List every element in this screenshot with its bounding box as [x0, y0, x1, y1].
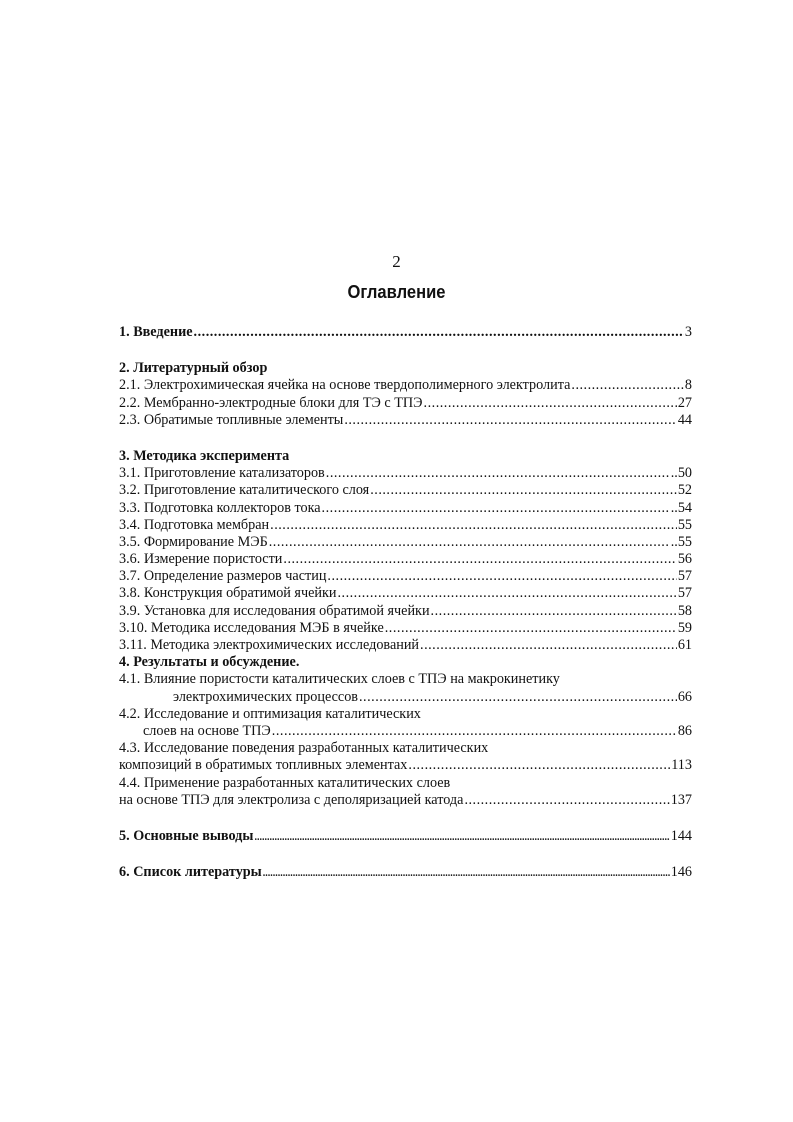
toc-entry-page: 55: [677, 516, 692, 533]
dot-leader: [337, 585, 676, 602]
toc-entry-title: 3.10. Методика исследования МЭБ в ячейке: [119, 619, 384, 636]
toc-entry[interactable]: [119, 534, 692, 551]
toc-entry-page: 113: [671, 757, 692, 774]
toc-entry-title: слоев на основе ТПЭ: [143, 722, 271, 739]
toc-entry-page: 44: [677, 411, 692, 428]
toc-entry[interactable]: [119, 689, 692, 706]
toc-entry-page: ..54: [670, 499, 692, 516]
toc-entry-title: 3.3. Подготовка коллекторов тока: [119, 499, 321, 516]
dot-leader: [571, 377, 684, 394]
dot-leader: [272, 723, 677, 740]
toc-entry[interactable]: [119, 551, 692, 568]
toc-entry[interactable]: [119, 637, 692, 654]
dot-leader: [424, 395, 677, 412]
dot-leader: [420, 637, 677, 654]
toc-entry-page: 52: [677, 482, 692, 499]
dot-leader: [269, 534, 670, 551]
toc-entry-page: 27: [677, 394, 692, 411]
toc-entry[interactable]: [119, 603, 692, 620]
toc-entry-page: ..50: [670, 465, 692, 482]
dot-leader: [270, 517, 677, 534]
toc-entry[interactable]: [119, 412, 692, 429]
dot-leader: [326, 465, 670, 482]
toc-entry-line[interactable]: 4.2. Исследование и оптимизация каталитических: [119, 705, 421, 722]
toc-entry[interactable]: [119, 723, 692, 740]
toc-entry-title: электрохимических процессов: [173, 688, 358, 705]
toc-entry-title: 3.2. Приготовление каталитического слоя: [119, 482, 370, 499]
toc-entry-line[interactable]: 4.1. Влияние пористости каталитических слоев с ТПЭ на макрокинетику: [119, 671, 560, 688]
toc-entry-references[interactable]: [119, 864, 692, 881]
toc-entry-title: 6. Список литературы: [119, 864, 262, 881]
dot-leader: [370, 482, 677, 499]
toc-entry-introduction[interactable]: [119, 324, 692, 341]
dot-leader: [408, 757, 670, 774]
dot-leader: [359, 689, 677, 706]
toc-entry-line[interactable]: 4.4. Применение разработанных каталитических слоев: [119, 774, 451, 791]
toc-entry[interactable]: [119, 377, 692, 394]
dot-leader: [344, 412, 677, 429]
toc-entry-title: 3.7. Определение размеров частиц: [119, 568, 327, 585]
toc-entry[interactable]: [119, 500, 692, 517]
toc-entry-page: 8: [684, 377, 692, 394]
toc-entry-title: 3.9. Установка для исследования обратимой ячейки: [119, 602, 430, 619]
toc-entry-page: 59: [677, 619, 692, 636]
toc-entry-title: 2.3. Обратимые топливные элементы: [119, 411, 344, 428]
dot-leader: [254, 829, 669, 846]
toc-entry[interactable]: [119, 395, 692, 412]
dot-leader: [464, 792, 669, 809]
section-heading-results: 4. Результаты и обсуждение.: [119, 654, 300, 671]
dot-leader: [327, 568, 676, 585]
toc-entry-title: 1. Введение: [119, 324, 193, 340]
toc-entry-title: композиций в обратимых топливных элементах: [119, 757, 408, 774]
toc-entry[interactable]: [119, 620, 692, 637]
section-heading-literature-review: 2. Литературный обзор: [119, 360, 268, 377]
dot-leader: [322, 500, 670, 517]
toc-entry[interactable]: [119, 517, 692, 534]
toc-entry-title: 3.1. Приготовление катализаторов: [119, 465, 325, 482]
toc-entry-page: 137: [670, 791, 692, 808]
toc-title: Оглавление: [347, 282, 446, 302]
table-of-contents: [119, 324, 692, 881]
toc-entry-title: на основе ТПЭ для электролиза с деполяризацией катода: [119, 791, 464, 808]
dot-leader: [283, 551, 676, 568]
toc-entry-page: ..55: [670, 533, 692, 550]
toc-entry-title: 3.4. Подготовка мембран: [119, 516, 270, 533]
toc-entry[interactable]: [119, 585, 692, 602]
toc-entry[interactable]: [119, 757, 692, 774]
toc-entry-title: 2.1. Электрохимическая ячейка на основе твердополимерного электролита: [119, 377, 571, 394]
toc-entry-page: 58: [677, 602, 692, 619]
toc-entry-title: 5. Основные выводы: [119, 827, 254, 844]
toc-entry[interactable]: [119, 792, 692, 809]
toc-entry-page: 3: [684, 324, 692, 340]
toc-entry-title: 3.11. Методика электрохимических исследований: [119, 637, 420, 653]
dot-leader: [263, 865, 670, 882]
toc-entry-line[interactable]: 4.3. Исследование поведения разработанных каталитических: [119, 740, 489, 757]
page-number: 2: [392, 252, 401, 271]
toc-entry[interactable]: [119, 482, 692, 499]
toc-entry-page: 57: [677, 585, 692, 602]
toc-entry-page: 144: [670, 827, 692, 844]
toc-entry[interactable]: [119, 568, 692, 585]
toc-entry-conclusions[interactable]: [119, 828, 692, 845]
toc-entry-page: 86: [677, 722, 692, 739]
toc-entry-title: 3.6. Измерение пористости: [119, 551, 283, 568]
toc-entry-page: 56: [677, 551, 692, 568]
toc-entry-page: 146: [670, 864, 692, 881]
dot-leader: [385, 620, 677, 637]
toc-entry-page: 61: [677, 637, 692, 653]
toc-entry-title: 3.8. Конструкция обратимой ячейки: [119, 585, 337, 602]
toc-entry-title: 2.2. Мембранно-электродные блоки для ТЭ с ТПЭ: [119, 394, 423, 411]
toc-entry[interactable]: [119, 465, 692, 482]
section-heading-methods: 3. Методика эксперимента: [119, 447, 290, 464]
dot-leader: [194, 324, 684, 341]
toc-entry-page: 57: [677, 568, 692, 585]
toc-entry-title: 3.5. Формирование МЭБ: [119, 533, 268, 550]
dot-leader: [431, 603, 677, 620]
toc-entry-page: 66: [677, 688, 692, 705]
